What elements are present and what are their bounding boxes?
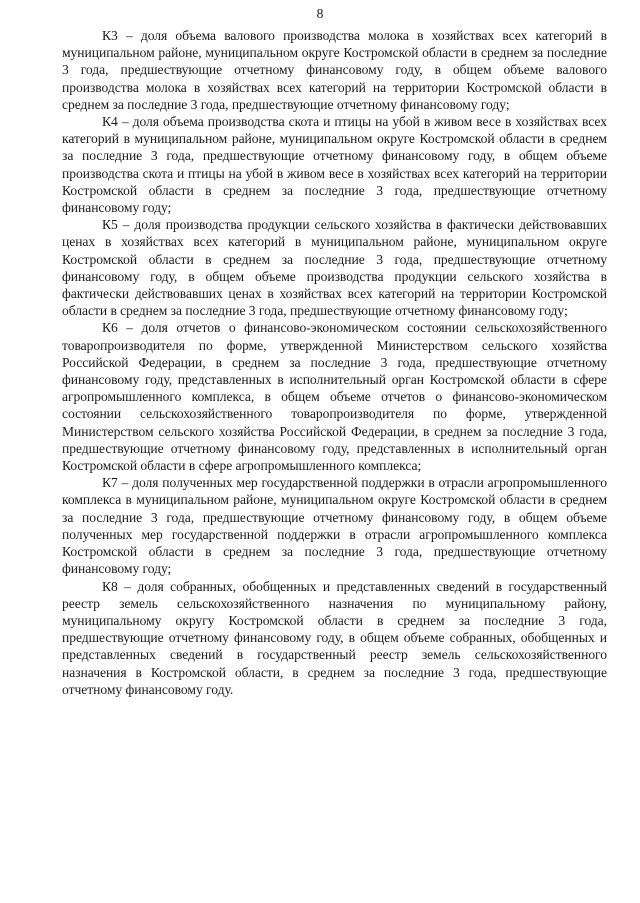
page-number: 8 (316, 6, 324, 21)
paragraph-k5: К5 – доля производства продукции сельского хозяйства в фактически действовавших ценах в хозяйствах всех категорий в муниципальном районе, муниципальном округе Костромской области в среднем за последние 3 года, предшествующие отчетному финансовому году, в общем объеме производства продукции сельского хозяйства в фактически действовавших ценах в хозяйствах всех категорий на территории Костромской области в среднем за последние 3 года, предшествующие отчетному финансовому году; (62, 217, 607, 319)
paragraph-k6: К6 – доля отчетов о финансово-экономическом состоянии сельскохозяйственного товаропроизводителя по форме, утвержденной Министерством сельского хозяйства Российской Федерации, в среднем за последние 3 года, предшествующие отчетному финансовому году, представленных в исполнительный орган Костромской области в сфере агропромышленного комплекса, в общем объеме отчетов о финансово-экономическом состоянии сельскохозяйственного товаропроизводителя по форме, утвержденной Министерством сельского хозяйства Российской Федерации, в среднем за последние 3 года, предшествующие отчетному финансовому году, представленных в исполнительный орган Костромской области в сфере агропромышленного комплекса; (62, 320, 607, 474)
paragraph-k8: К8 – доля собранных, обобщенных и представленных сведений в государственный реестр земель сельскохозяйственного назначения по муниципальному району, муниципальному округу Костромской области в среднем за последние 3 года, предшествующие отчетному финансовому году, в общем объеме собранных, обобщенных и представленных сведений в государственный реестр земель сельскохозяйственного назначения в Костромской области, в среднем за последние 3 года, предшествующие отчетному финансовому году. (62, 578, 607, 697)
paragraph-k4: К4 – доля объема производства скота и птицы на убой в живом весе в хозяйствах всех категорий в муниципальном районе, муниципальном округе Костромской области в среднем за последние 3 года, предшествующие отчетному финансовому году, в общем объеме производства скота и птицы на убой в живом весе в хозяйствах всех категорий на территории Костромской области в среднем за последние 3 года, предшествующие отчетному финансовому году; (62, 114, 607, 216)
paragraph-k7: К7 – доля полученных мер государственной поддержки в отрасли агропромышленного комплекса в муниципальном районе, муниципальном округе Костромской области в среднем за последние 3 года, предшествующие отчетному финансовому году, в общем объеме полученных мер государственной поддержки в отрасли агропромышленного комплекса Костромской области в среднем за последние 3 года, предшествующие отчетному финансовому году; (62, 475, 607, 577)
page-body (62, 27, 607, 698)
paragraph-k3: К3 – доля объема валового производства молока в хозяйствах всех категорий в муниципальном районе, муниципальном округе Костромской области в среднем за последние 3 года, предшествующие отчетному финансовому году, в общем объеме валового производства молока в хозяйствах всех категорий на территории Костромской области в среднем за последние 3 года, предшествующие отчетному финансовому году; (62, 28, 607, 112)
